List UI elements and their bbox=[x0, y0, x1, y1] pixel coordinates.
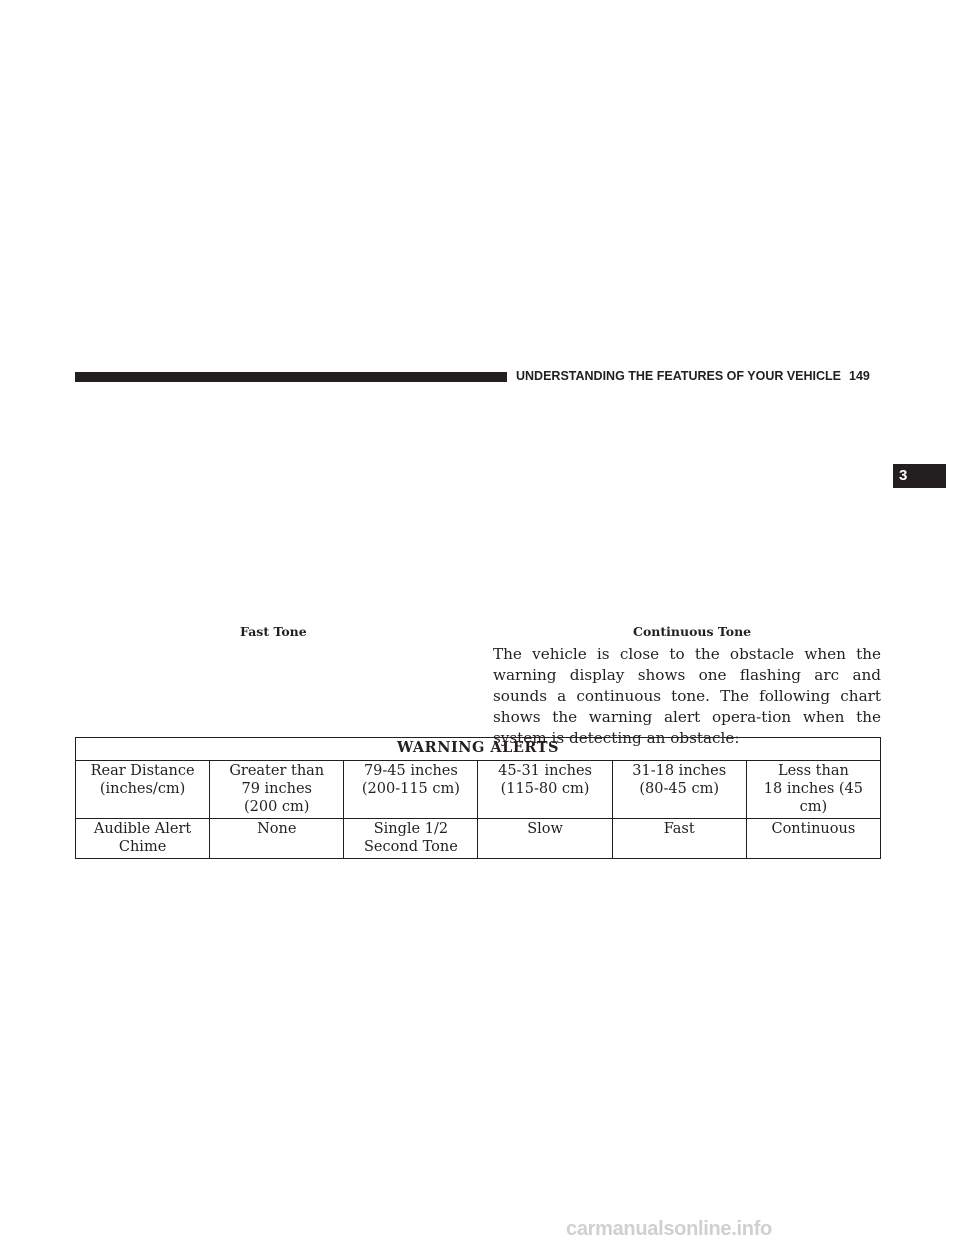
caption-fast-tone: Fast Tone bbox=[240, 624, 307, 639]
cell-text: 31-18 inches (80-45 cm) bbox=[632, 763, 727, 797]
cell-text: 79-45 inches (200-115 cm) bbox=[361, 763, 460, 797]
table-cell bbox=[746, 819, 880, 859]
cell-text: Audible Alert Chime bbox=[93, 821, 192, 855]
cell-text: Continuous bbox=[771, 821, 856, 837]
body-paragraph: The vehicle is close to the obstacle when the warning display shows one flashing arc and sounds a continuous tone. The following chart shows the warning alert opera-tion when the system is detecting an obstacle: bbox=[493, 645, 881, 747]
table-cell bbox=[76, 761, 210, 819]
cell-text: Less than 18 inches (45 cm) bbox=[763, 763, 863, 815]
table-cell bbox=[746, 761, 880, 819]
caption-continuous-tone: Continuous Tone bbox=[633, 624, 752, 639]
cell-text: 45-31 inches (115-80 cm) bbox=[498, 763, 592, 797]
section-title: UNDERSTANDING THE FEATURES OF YOUR VEHICLE bbox=[516, 369, 842, 383]
table-cell bbox=[210, 761, 344, 819]
table-cell bbox=[76, 819, 210, 859]
cell-text: Slow bbox=[527, 821, 563, 837]
page-number: 149 bbox=[849, 369, 870, 383]
table-row bbox=[76, 761, 881, 819]
table-cell bbox=[344, 761, 478, 819]
table-cell bbox=[344, 819, 478, 859]
warning-alerts-table bbox=[75, 737, 881, 859]
table-cell bbox=[612, 761, 746, 819]
table-cell bbox=[478, 761, 612, 819]
table-title: WARNING ALERTS bbox=[76, 738, 881, 761]
cell-text: Rear Distance (inches/cm) bbox=[90, 763, 195, 797]
table-row bbox=[76, 819, 881, 859]
cell-text: Single 1/2 Second Tone bbox=[363, 821, 458, 855]
table-cell bbox=[210, 819, 344, 859]
chapter-tab: 3 bbox=[893, 464, 946, 488]
table-cell bbox=[478, 819, 612, 859]
table-cell bbox=[612, 819, 746, 859]
cell-text: Fast bbox=[663, 821, 695, 837]
header-rule bbox=[75, 372, 507, 382]
site-watermark: carmanualsonline.info bbox=[566, 1218, 772, 1240]
cell-text: None bbox=[257, 821, 297, 837]
table-title-row bbox=[76, 738, 881, 761]
running-header bbox=[516, 365, 886, 387]
cell-text: Greater than 79 inches (200 cm) bbox=[229, 763, 325, 815]
